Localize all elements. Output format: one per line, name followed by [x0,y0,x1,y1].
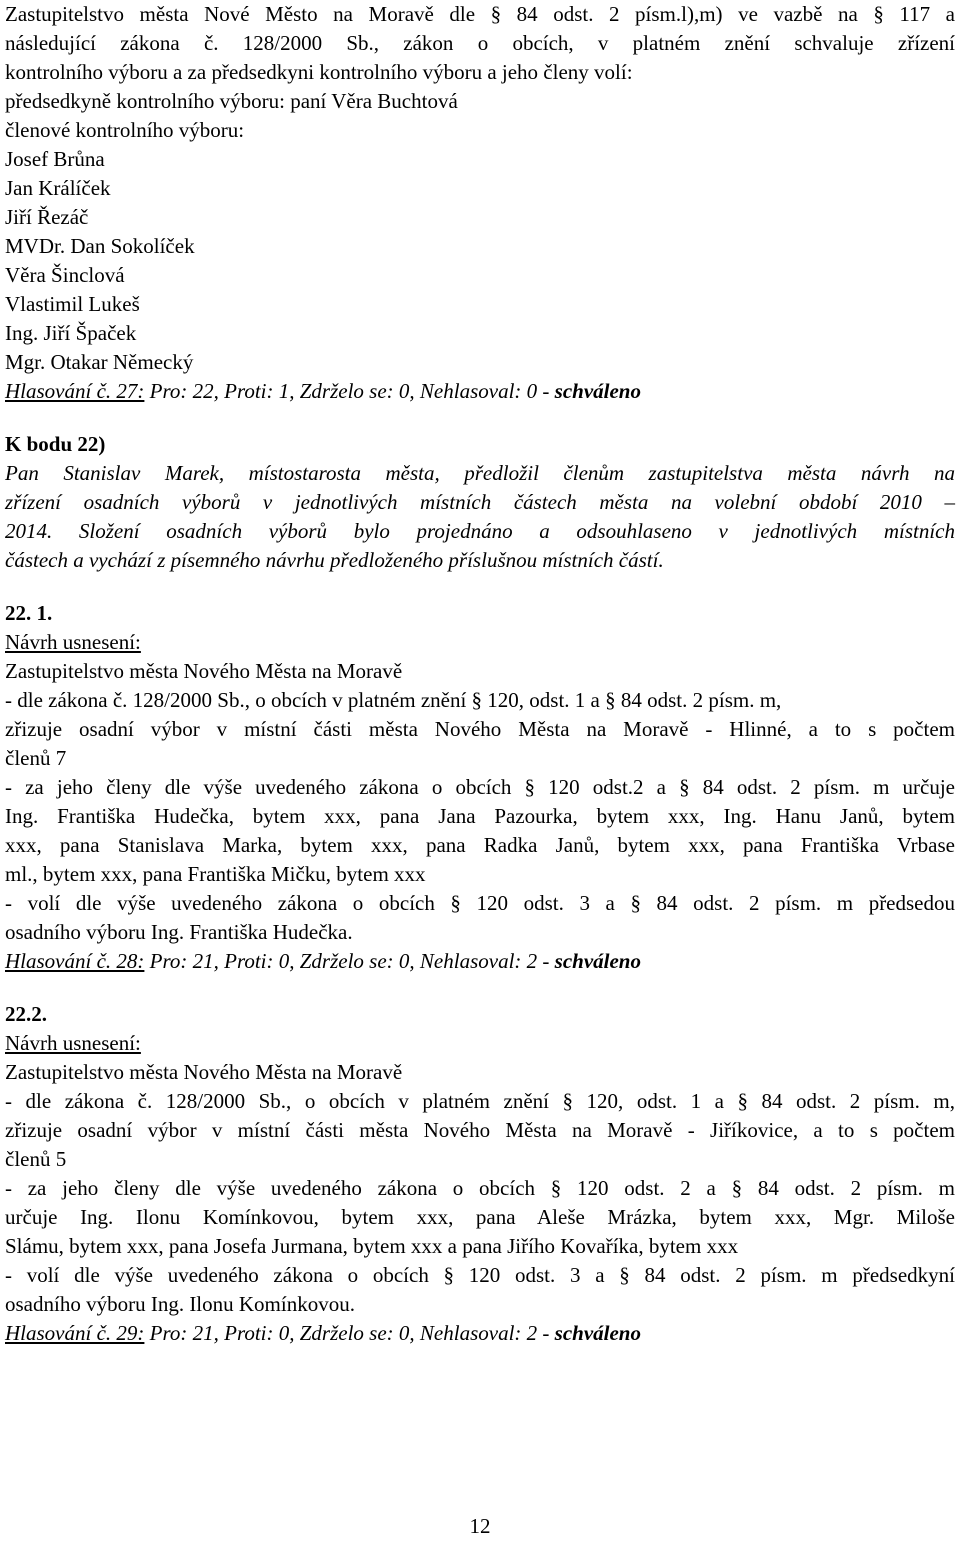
resolution-line: osadního výboru Ing. Ilonu Komínkovou. [5,1292,355,1316]
section-heading: K bodu 22) [5,432,106,456]
proposal-label: Návrh usnesení: [5,1031,141,1055]
resolution-line: ml., bytem xxx, pana Františka Mičku, bytem xxx [5,862,426,886]
intro-line-1: Zastupitelstvo města Nové Město na Moravě dle § 84 odst. 2 písm.l),m) ve vazbě na § 117 a [5,2,955,26]
intro-line-2: následující zákona č. 128/2000 Sb., zákon o obcích, v platném znění schvaluje zřízení [5,31,955,55]
resolution-line: - za jeho členy dle výše uvedeného zákona o obcích § 120 odst. 2 a § 84 odst. 2 písm. m [5,1176,955,1200]
vote-label: Hlasování č. 28: [5,949,145,973]
item-number: 22.2. [5,1002,47,1026]
member-name: Jan Králíček [5,176,111,200]
resolution-line: xxx, pana Stanislava Marka, bytem xxx, pana Radka Janů, bytem xxx, pana Františka Vrbase [5,833,955,857]
resolution-line: osadního výboru Ing. Františka Hudečka. [5,920,353,944]
resolution-line: Zastupitelstvo města Nového Města na Moravě [5,1060,403,1084]
vote-29 [5,1319,955,1348]
vote-label: Hlasování č. 27: [5,379,145,403]
resolution-line: určuje Ing. Ilonu Komínkovou, bytem xxx, pana Aleše Mrázka, bytem xxx, Mgr. Miloše [5,1205,955,1229]
section-paragraph-line: 2014. Složení osadních výborů bylo projednáno a odsouhlaseno v jednotlivých místních [5,519,955,543]
spacer [5,575,955,599]
member-name: Josef Brůna [5,147,105,171]
member-name: Ing. Jiří Špaček [5,321,137,345]
resolution-line: - volí dle výše uvedeného zákona o obcích § 120 odst. 3 a § 84 odst. 2 písm. m předsedou [5,891,955,915]
item-number: 22. 1. [5,601,53,625]
resolution-line: členů 5 [5,1147,67,1171]
vote-result: schváleno [554,379,641,403]
member-name: Věra Šinclová [5,263,125,287]
intro-line-3: kontrolního výboru a za předsedkyni kontrolního výboru a jeho členy volí: [5,60,633,84]
intro-line-4: předsedkyně kontrolního výboru: paní Věra Buchtová [5,89,458,113]
resolution-line: - volí dle výše uvedeného zákona o obcích § 120 odst. 3 a § 84 odst. 2 písm. m předsedkyní [5,1263,955,1287]
spacer [5,976,955,1000]
resolution-line: Ing. Františka Hudečka, bytem xxx, pana Jana Pazourka, bytem xxx, Ing. Hanu Janů, bytem [5,804,955,828]
member-name: MVDr. Dan Sokolíček [5,234,195,258]
resolution-line: zřizuje osadní výbor v místní části města Nového Města na Moravě - Hlinné, a to s počtem [5,717,955,741]
vote-27 [5,377,955,406]
document-page [5,0,955,1348]
page-number: 12 [469,1514,491,1538]
member-name: Vlastimil Lukeš [5,292,140,316]
vote-label: Hlasování č. 29: [5,1321,145,1345]
spacer [5,406,955,430]
vote-result: schváleno [554,1321,641,1345]
vote-text: Pro: 22, Proti: 1, Zdrželo se: 0, Nehlasoval: 0 - [144,379,555,403]
member-name: Jiří Řezáč [5,205,89,229]
section-paragraph-line: zřízení osadních výborů v jednotlivých místních částech města na volební období 2010 – [5,490,955,514]
resolution-line: - dle zákona č. 128/2000 Sb., o obcích v platném znění § 120, odst. 1 a § 84 odst. 2 písm. m, [5,1089,955,1113]
proposal-label: Návrh usnesení: [5,630,141,654]
resolution-line: - za jeho členy dle výše uvedeného zákona o obcích § 120 odst.2 a § 84 odst. 2 písm. m určuje [5,775,955,799]
section-paragraph-line: částech a vychází z písemného návrhu předloženého příslušnou místních částí. [5,548,664,572]
member-name: Mgr. Otakar Německý [5,350,194,374]
resolution-line: členů 7 [5,746,67,770]
vote-text: Pro: 21, Proti: 0, Zdrželo se: 0, Nehlasoval: 2 - [144,949,555,973]
resolution-line: Zastupitelstvo města Nového Města na Moravě [5,659,403,683]
resolution-line: Slámu, bytem xxx, pana Josefa Jurmana, bytem xxx a pana Jiřího Kovaříka, bytem xxx [5,1234,739,1258]
resolution-line: zřizuje osadní výbor v místní části města Nového Města na Moravě - Jiříkovice, a to s počtem [5,1118,955,1142]
vote-28 [5,947,955,976]
intro-line-5: členové kontrolního výboru: [5,118,245,142]
vote-text: Pro: 21, Proti: 0, Zdrželo se: 0, Nehlasoval: 2 - [144,1321,555,1345]
vote-result: schváleno [554,949,641,973]
section-paragraph-line: Pan Stanislav Marek, místostarosta města, předložil členům zastupitelstva města návrh na [5,461,955,485]
resolution-line: - dle zákona č. 128/2000 Sb., o obcích v platném znění § 120, odst. 1 a § 84 odst. 2 písm. m, [5,688,782,712]
